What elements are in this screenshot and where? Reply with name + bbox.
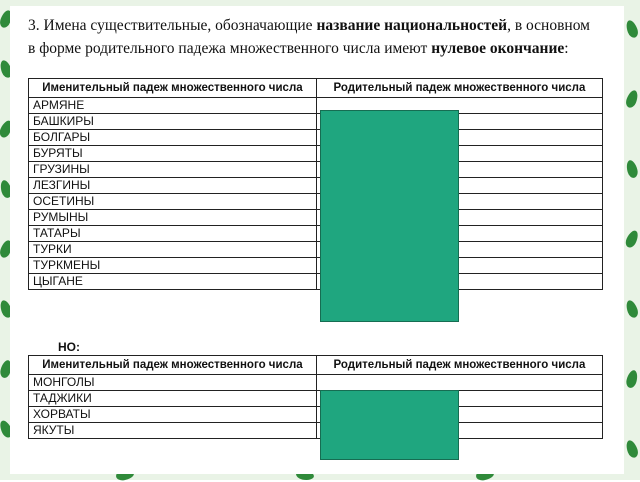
table-row: ОСЕТИНЫ — [29, 194, 317, 210]
table-row: БУРЯТЫ — [29, 146, 317, 162]
genitive-plural-header: Родительный падеж множественного числа — [316, 79, 602, 98]
heading-bold-zero-ending: нулевое окончание — [431, 40, 565, 57]
table-row: ЦЫГАНЕ — [29, 274, 317, 290]
heading-text: , в основном в форме родительного падежа множественного числа имеют — [28, 17, 590, 57]
nationalities-table — [28, 78, 603, 290]
heading-bold-nationalities: название национальностей — [316, 17, 508, 34]
table-row: ТУРКИ — [29, 242, 317, 258]
exception-label: НО: — [58, 340, 80, 354]
table-row: АРМЯНЕ — [29, 98, 317, 114]
table-row: БОЛГАРЫ — [29, 130, 317, 146]
answer-cell — [316, 375, 602, 391]
table-row: ТУРКМЕНЫ — [29, 258, 317, 274]
table-row: РУМЫНЫ — [29, 210, 317, 226]
table-row: ТАТАРЫ — [29, 226, 317, 242]
rule-heading — [28, 14, 598, 60]
table-row: БАШКИРЫ — [29, 114, 317, 130]
table-row: ЛЕЗГИНЫ — [29, 178, 317, 194]
nominative-plural-header: Именительный падеж множественного числа — [29, 79, 317, 98]
heading-text: 3. Имена существительные, обозначающие — [28, 17, 317, 34]
heading-text: : — [564, 40, 569, 57]
nominative-plural-header: Именительный падеж множественного числа — [29, 356, 317, 375]
genitive-plural-header: Родительный падеж множественного числа — [316, 356, 602, 375]
answer-cover-block[interactable] — [320, 110, 459, 322]
table-row: ТАДЖИКИ — [29, 391, 317, 407]
answer-cover-block[interactable] — [320, 390, 459, 460]
table-row: ГРУЗИНЫ — [29, 162, 317, 178]
table-row: ХОРВАТЫ — [29, 407, 317, 423]
table-row: МОНГОЛЫ — [29, 375, 317, 391]
table-row: ЯКУТЫ — [29, 423, 317, 439]
exceptions-table — [28, 355, 603, 439]
